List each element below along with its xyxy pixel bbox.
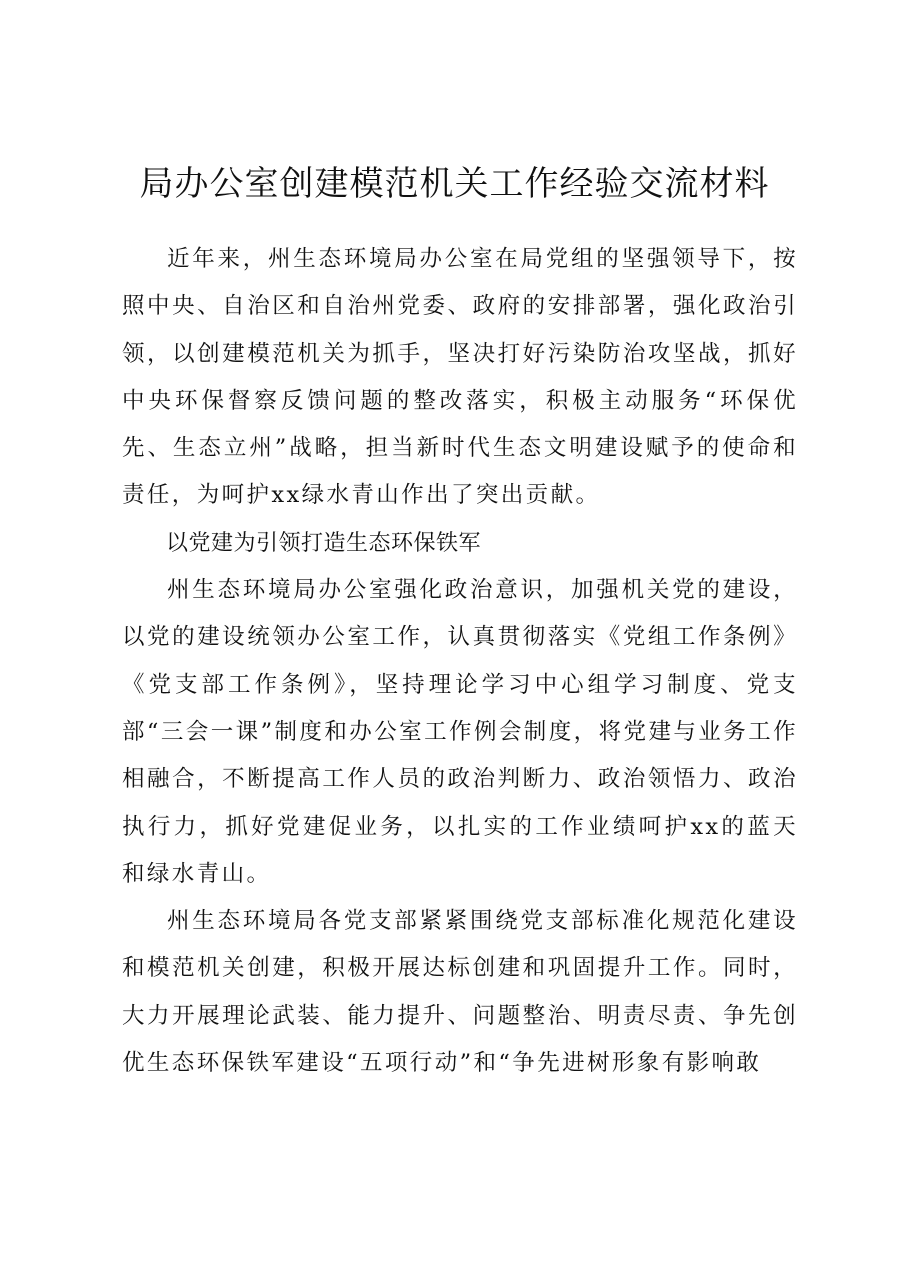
document-body [122,236,798,1087]
section-heading: 以党建为引领打造生态环保铁军 [166,530,482,556]
intro-paragraph: 近年来，州生态环境局办公室在局党组的坚强领导下，按照中央、自治区和自治州党委、政府的安排部署，强化政治引领，以创建模范机关为抓手，坚决打好污染防治攻坚战，抓好中央环保督察反馈问题的整改落实，积极主动服务“环保优先、生态立州”战略，担当新时代生态文明建设赋予的使命和责任，为呵护xx绿水青山作出了突出贡献。 [122,246,798,509]
document-title: 局办公室创建模范机关工作经验交流材料 [139,164,770,204]
body-paragraph: 州生态环境局办公室强化政治意识，加强机关党的建设，以党的建设统领办公室工作，认真贯彻落实《党组工作条例》《党支部工作条例》，坚持理论学习中心组学习制度、党支部“三会一课”制度和办公室工作例会制度，将党建与业务工作相融合，不断提高工作人员的政治判断力、政治领悟力、政治执行力，抓好党建促业务，以扎实的工作业绩呵护xx的蓝天和绿水青山。 [122,577,798,887]
body-paragraph: 州生态环境局各党支部紧紧围绕党支部标准化规范化建设和模范机关创建，积极开展达标创建和巩固提升工作。同时，大力开展理论武装、能力提升、问题整治、明责尽责、争先创优生态环保铁军建设“五项行动”和“争先进树形象有影响敢 [122,908,798,1077]
